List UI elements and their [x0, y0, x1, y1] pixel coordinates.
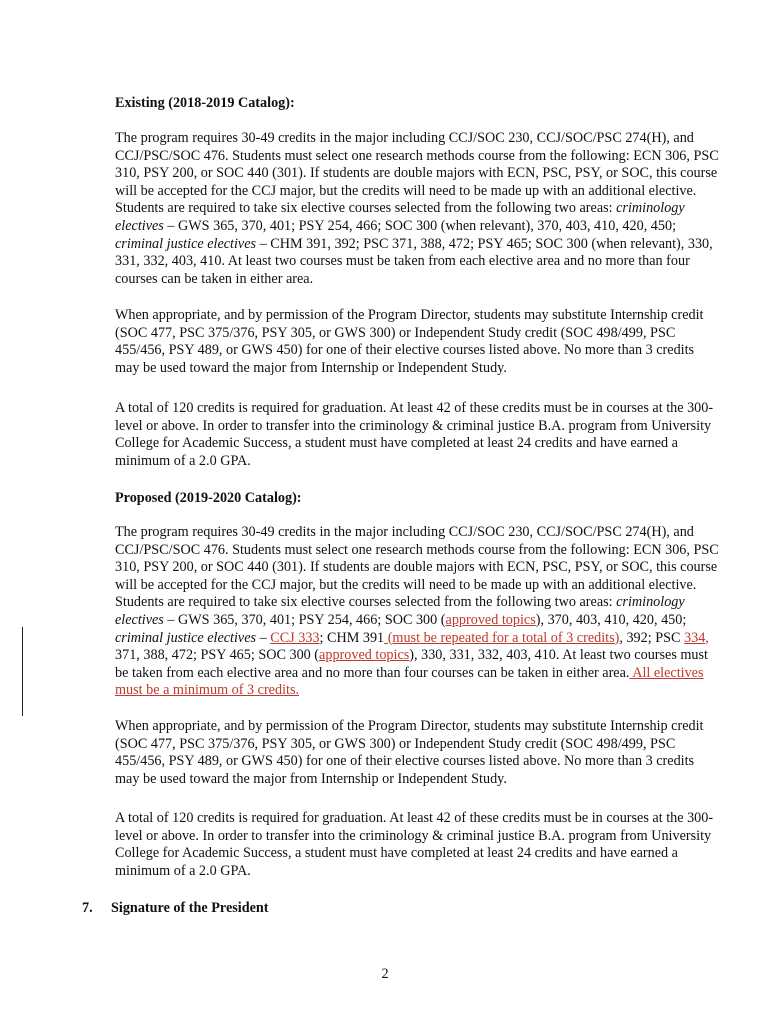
tracked-insertion: CCJ 333 — [270, 629, 320, 646]
tracked-insertion: approved topics — [319, 647, 410, 664]
existing-paragraph-requirements — [115, 130, 720, 288]
section-title: Signature of the President — [111, 900, 269, 916]
existing-paragraph-internship: When appropriate, and by permission of the Program Director, students may substitute Internship credit (SOC 477, PSC 375/376, PSY 305, or GWS 300) or Independent Study credit (SOC 498/499, PSC 455/456, PSY 489, or GWS 450) for one of their elective courses listed above. No more than 3 credits may be used toward the major from Internship or Independent Study. — [115, 307, 704, 376]
text-run: ; CHM 391 — [319, 629, 385, 646]
criminal-justice-electives-label: criminal justice electives — [115, 235, 257, 252]
text-run: – GWS 365, 370, 401; PSY 254, 466; SOC 300 ( — [163, 611, 446, 628]
section-7-heading — [82, 900, 269, 917]
existing-paragraph-graduation: A total of 120 credits is required for graduation. At least 42 of these credits must be in courses at the 300-level or above. In order to transfer into the criminology & criminal justice B.A. program from University College for Academic Success, a student must have completed at least 24 credits and have earned a minimum of a 2.0 GPA. — [115, 400, 714, 469]
revision-change-bar — [22, 627, 23, 716]
criminal-justice-electives-label: criminal justice electives — [115, 629, 257, 646]
tracked-insertion: 334, — [684, 629, 709, 646]
text-run: – — [256, 629, 271, 646]
tracked-insertion: approved topics — [445, 611, 536, 628]
text-run: ), 370, 403, 410, 420, 450; — [535, 611, 687, 628]
text-run: ), 330, 331, 332, 403, 410. At least two courses must be taken from each elective area and no more than four courses can be taken in either area. — [115, 647, 708, 681]
text-run: 371, 388, 472; PSY 465; SOC 300 ( — [115, 647, 320, 664]
text-run: The program requires 30-49 credits in the major including CCJ/SOC 230, CCJ/SOC/PSC 274(H), and CCJ/PSC/SOC 476. Students must select one research methods course from the following: ECN 306, PSC 310, PSY 200, or SOC 440 (301). If students are double majors with ECN, PSC, PSY, or SOC, this course will be accepted for the CCJ major, but the credits will need to be made up with an additional elective. Students are required to take six elective courses selected from the following two areas: — [115, 130, 719, 217]
text-run: , 392; PSC — [619, 629, 684, 646]
tracked-insertion: (must be repeated for a total of 3 credits) — [384, 629, 620, 646]
existing-heading: Existing (2018-2019 Catalog): — [115, 95, 295, 111]
text-run: – CHM 391, 392; PSC 371, 388, 472; PSY 465; SOC 300 (when relevant), 330, 331, 332, 403, 410. At least two courses must be taken from each elective area and no more than four courses can be taken in either area. — [115, 235, 713, 287]
proposed-heading: Proposed (2019-2020 Catalog): — [115, 490, 302, 506]
page-number: 2 — [381, 966, 389, 982]
section-number: 7. — [82, 900, 93, 916]
proposed-paragraph-requirements — [115, 524, 720, 700]
text-run: – GWS 365, 370, 401; PSY 254, 466; SOC 300 (when relevant), 370, 403, 410, 420, 450; — [163, 217, 677, 234]
criminology-electives-label: criminology electives — [115, 594, 685, 628]
criminology-electives-label: criminology electives — [115, 200, 685, 234]
proposed-paragraph-internship: When appropriate, and by permission of the Program Director, students may substitute Internship credit (SOC 477, PSC 375/376, PSY 305, or GWS 300) or Independent Study credit (SOC 498/499, PSC 455/456, PSY 489, or GWS 450) for one of their elective courses listed above. No more than 3 credits may be used toward the major from Internship or Independent Study. — [115, 718, 704, 787]
text-run: The program requires 30-49 credits in the major including CCJ/SOC 230, CCJ/SOC/PSC 274(H), and CCJ/PSC/SOC 476. Students must select one research methods course from the following: ECN 306, PSC 310, PSY 200, or SOC 440 (301). If students are double majors with ECN, PSC, PSY, or SOC, this course will be accepted for the CCJ major, but the credits will need to be made up with an additional elective. Students are required to take six elective courses selected from the following two areas: — [115, 524, 719, 611]
proposed-paragraph-graduation: A total of 120 credits is required for graduation. At least 42 of these credits must be in courses at the 300-level or above. In order to transfer into the criminology & criminal justice B.A. program from University College for Academic Success, a student must have completed at least 24 credits and have earned a minimum of a 2.0 GPA. — [115, 810, 714, 879]
tracked-insertion: All electives must be a minimum of 3 credits. — [115, 664, 704, 699]
